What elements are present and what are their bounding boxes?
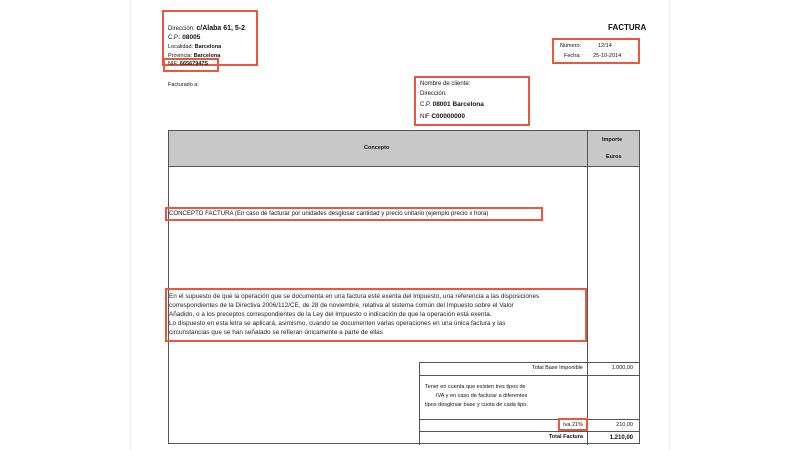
billed-to-label: Facturado a:	[168, 82, 199, 88]
concept-header: Concepto	[364, 145, 390, 151]
vat-note-line-1: Tener en cuenta que existen tres tipos de	[425, 384, 526, 390]
vat-note-line-3: tipos desglosar base y cuota de cada tipo.	[425, 402, 528, 408]
legal-text-line-5: circunstancias que se han señalado se refieran únicamente a parte de ellas	[169, 329, 383, 336]
issuer-province-value: Barcelona	[193, 53, 221, 59]
client-name-label: Nombre de cliente:	[420, 81, 471, 87]
total-value: 1.210,00	[609, 435, 633, 441]
base-value: 1.000,00	[611, 365, 633, 371]
invoice-number-value: 12/14	[598, 43, 612, 49]
issuer-address-label: Dirección:	[168, 26, 195, 32]
issuer-nif	[168, 62, 208, 68]
client-cp-label: C.P.	[420, 102, 431, 108]
base-row-bottom	[419, 375, 640, 376]
issuer-cp-label: C.P.:	[168, 35, 181, 41]
invoice-table	[168, 130, 640, 444]
vat-note-line-2: IVA y en caso de facturar a diferentes	[436, 393, 528, 399]
issuer-cp-value: 08005	[182, 34, 201, 41]
amount-subheader: Euros	[606, 154, 622, 160]
client-cp	[420, 102, 484, 109]
client-address-label: Dirección:	[420, 91, 447, 97]
legal-text-line-3: Añadido, o a los preceptos correspondientes de la Ley del Impuesto o indicación de que la operación está exenta.	[169, 311, 492, 318]
client-nif-value: C00000000	[431, 113, 465, 120]
invoice-number-label: Número:	[560, 43, 582, 49]
client-cp-value: 08001 Barcelona	[432, 101, 484, 108]
legal-text-line-1: En el supuesto de que la operación que se documenta en una factura esté exenta del Impuesto, una referencia a las disposiciones	[169, 293, 540, 300]
vat-value: 210,00	[616, 422, 633, 428]
legal-text	[169, 292, 585, 337]
vat-label: Iva 21%	[563, 422, 583, 428]
issuer-city-label: Localidad:	[168, 44, 194, 50]
client-nif	[420, 114, 465, 121]
issuer-address	[168, 25, 245, 32]
vat-highlight	[558, 418, 588, 431]
issuer-city	[168, 45, 221, 51]
concept-text: CONCEPTO FACTURA (En caso de facturar por unidades desglosar cantidad y precio unitario (ejemplo precio x hora)	[169, 210, 489, 217]
invoice-meta-highlight	[552, 38, 640, 64]
base-label: Total Base Imponible	[531, 365, 583, 371]
table-header	[169, 131, 639, 167]
invoice-title: FACTURA	[608, 23, 647, 32]
issuer-address-value: c/Alaba 61, 5-2	[196, 25, 245, 32]
issuer-cp	[168, 35, 200, 42]
amount-header: Importe	[602, 137, 623, 143]
issuer-city-value: Barcelona	[194, 44, 222, 50]
legal-text-line-2: correspondientes de la Directiva 2006/112/CE, de 28 de noviembre, relativa al sistema común del Impuesto sobre el Valor	[169, 302, 514, 309]
issuer-nif-value: 66567947S	[179, 61, 209, 67]
column-divider	[587, 131, 588, 445]
issuer-nif-label: NIF:	[168, 61, 179, 67]
invoice-date-label: Fecha:	[564, 53, 581, 59]
total-label: Total Factura	[548, 434, 583, 440]
base-row-top	[419, 362, 640, 363]
legal-text-line-4: Lo dispuesto en esta letra se aplicará, asimismo, cuando se documenten varias operaciones en una única factura y las	[169, 320, 506, 327]
invoice-date-value: 25-10-2014	[593, 53, 622, 59]
client-nif-label: NIF	[420, 114, 430, 120]
issuer-province-label: Provincia:	[168, 53, 193, 59]
vat-row-bottom	[419, 431, 640, 432]
vat-row-top	[419, 419, 640, 420]
